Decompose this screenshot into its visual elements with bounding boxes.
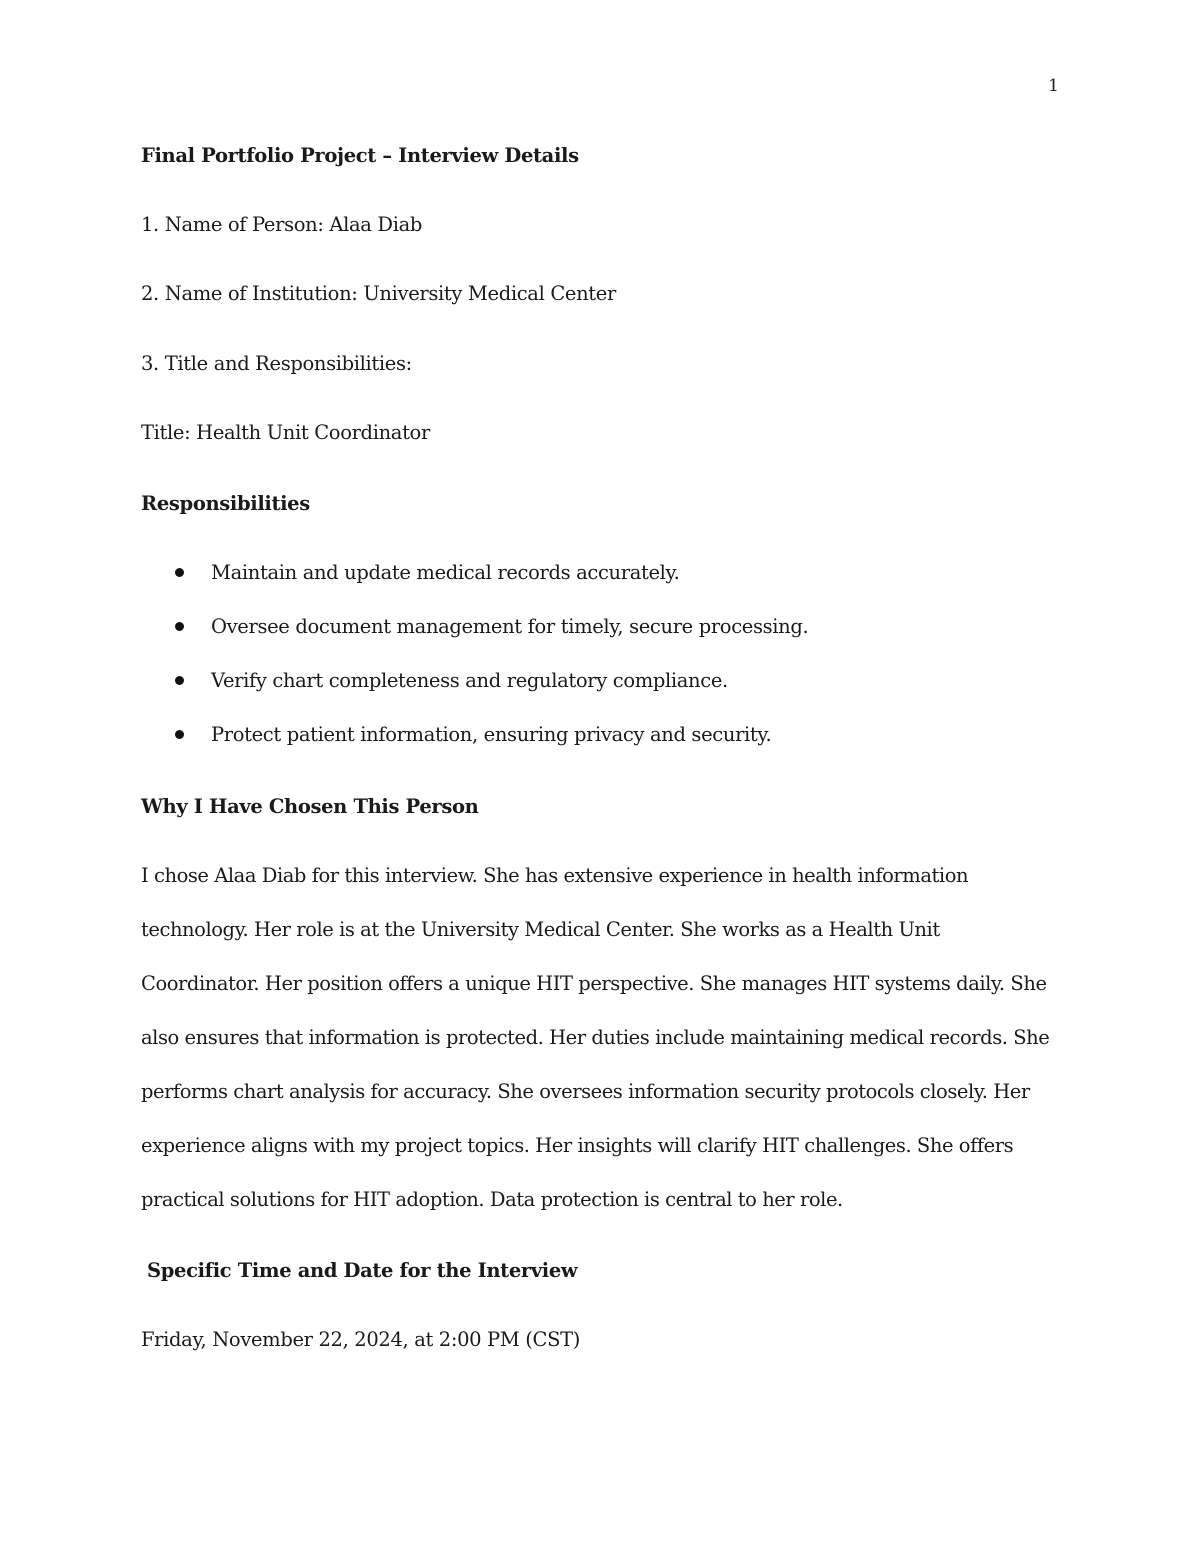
paragraph-line: Coordinator. Her position offers a unique HIT perspective. She manages HIT systems daily. She [141, 972, 1047, 995]
bullet-icon [175, 676, 184, 685]
paragraph-line: also ensures that information is protected. Her duties include maintaining medical records. She [141, 1026, 1050, 1049]
job-title-line: Title: Health Unit Coordinator [141, 421, 430, 444]
list-item-text: Verify chart completeness and regulatory compliance. [211, 669, 728, 692]
bullet-icon [175, 622, 184, 631]
paragraph-line: technology. Her role is at the University Medical Center. She works as a Health Unit [141, 918, 940, 941]
paragraph-line: experience aligns with my project topics. Her insights will clarify HIT challenges. She offers [141, 1134, 1014, 1157]
paragraph-line: performs chart analysis for accuracy. She oversees information security protocols closely. Her [141, 1080, 1030, 1103]
document-title: Final Portfolio Project – Interview Details [141, 144, 579, 167]
page-number: 1 [1048, 76, 1059, 96]
paragraph-line: practical solutions for HIT adoption. Data protection is central to her role. [141, 1188, 843, 1211]
list-item-text: Protect patient information, ensuring privacy and security. [211, 723, 772, 746]
bullet-icon [175, 730, 184, 739]
schedule-heading: Specific Time and Date for the Interview [147, 1259, 578, 1282]
bullet-icon [175, 568, 184, 577]
person-name-line: 1. Name of Person: Alaa Diab [141, 213, 423, 236]
list-item-text: Oversee document management for timely, secure processing. [211, 615, 809, 638]
title-responsibilities-line: 3. Title and Responsibilities: [141, 352, 412, 375]
paragraph-line: I chose Alaa Diab for this interview. She has extensive experience in health information [141, 864, 969, 887]
institution-line: 2. Name of Institution: University Medical Center [141, 282, 616, 305]
why-chosen-heading: Why I Have Chosen This Person [141, 795, 479, 818]
list-item-text: Maintain and update medical records accurately. [211, 561, 680, 584]
responsibilities-heading: Responsibilities [141, 492, 310, 515]
interview-datetime: Friday, November 22, 2024, at 2:00 PM (CST) [141, 1328, 581, 1351]
